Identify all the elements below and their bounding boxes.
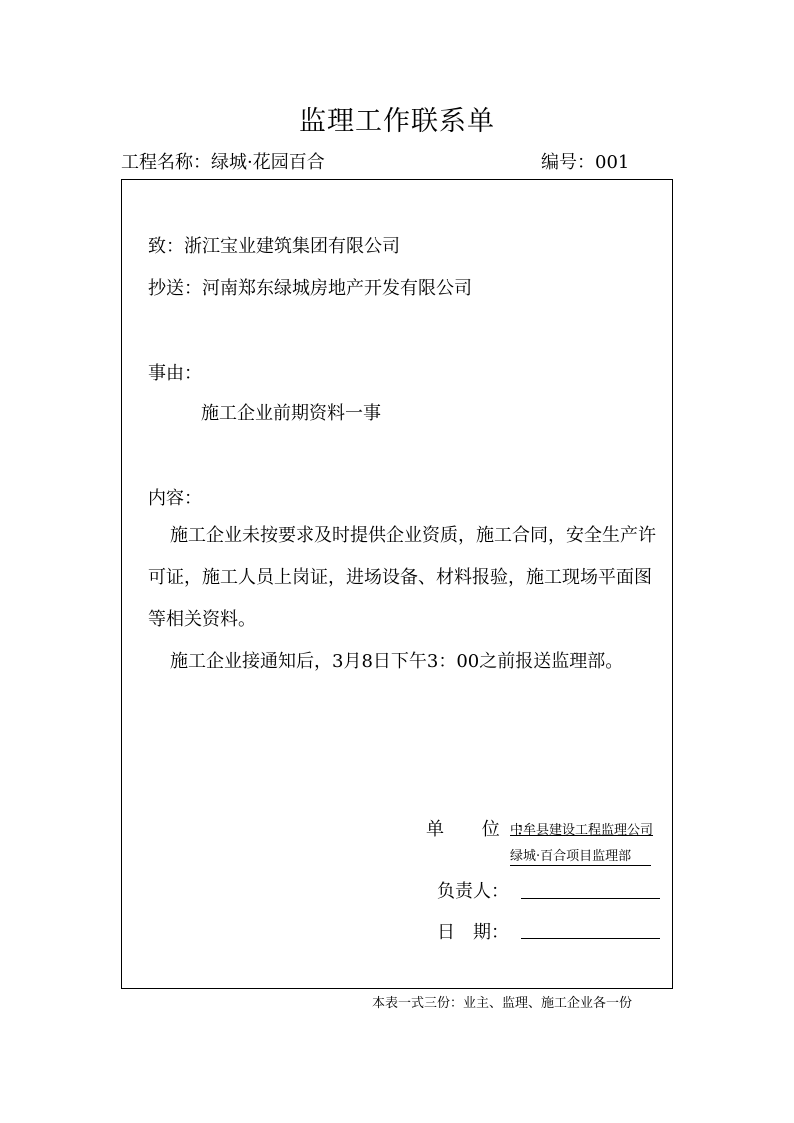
content-paragraph-1: 施工企业未按要求及时提供企业资质，施工合同，安全生产许可证，施工人员上岗证，进场设备、材料报验，施工现场平面图等相关资料。 [148, 525, 656, 630]
project-department: 绿城·百合项目监理部 [510, 849, 651, 866]
recipient-line: 致：浙江宝业建筑集团有限公司 [148, 236, 400, 257]
content-paragraph-2: 施工企业接通知后，3月8日下午3：00之前报送监理部。 [170, 651, 624, 672]
responsible-signature-line [521, 898, 660, 899]
cc-line: 抄送：河南郑东绿城房地产开发有限公司 [148, 278, 472, 299]
project-name: 工程名称：绿城·花园百合 [121, 152, 325, 173]
document-title: 监理工作联系单 [299, 106, 495, 137]
subject-text: 施工企业前期资料一事 [201, 403, 381, 424]
subject-label: 事由： [148, 363, 202, 384]
unit-name: 中牟县建设工程监理公司 [510, 823, 654, 838]
date-signature-line [521, 938, 660, 939]
document-number: 编号：001 [541, 152, 630, 173]
footer-note: 本表一式三份：业主、监理、施工企业各一份 [372, 996, 633, 1011]
responsible-label: 负责人： [437, 881, 509, 902]
unit-label: 单 位： [426, 819, 550, 840]
date-label: 日 期： [437, 922, 509, 943]
content-label: 内容： [148, 488, 202, 509]
